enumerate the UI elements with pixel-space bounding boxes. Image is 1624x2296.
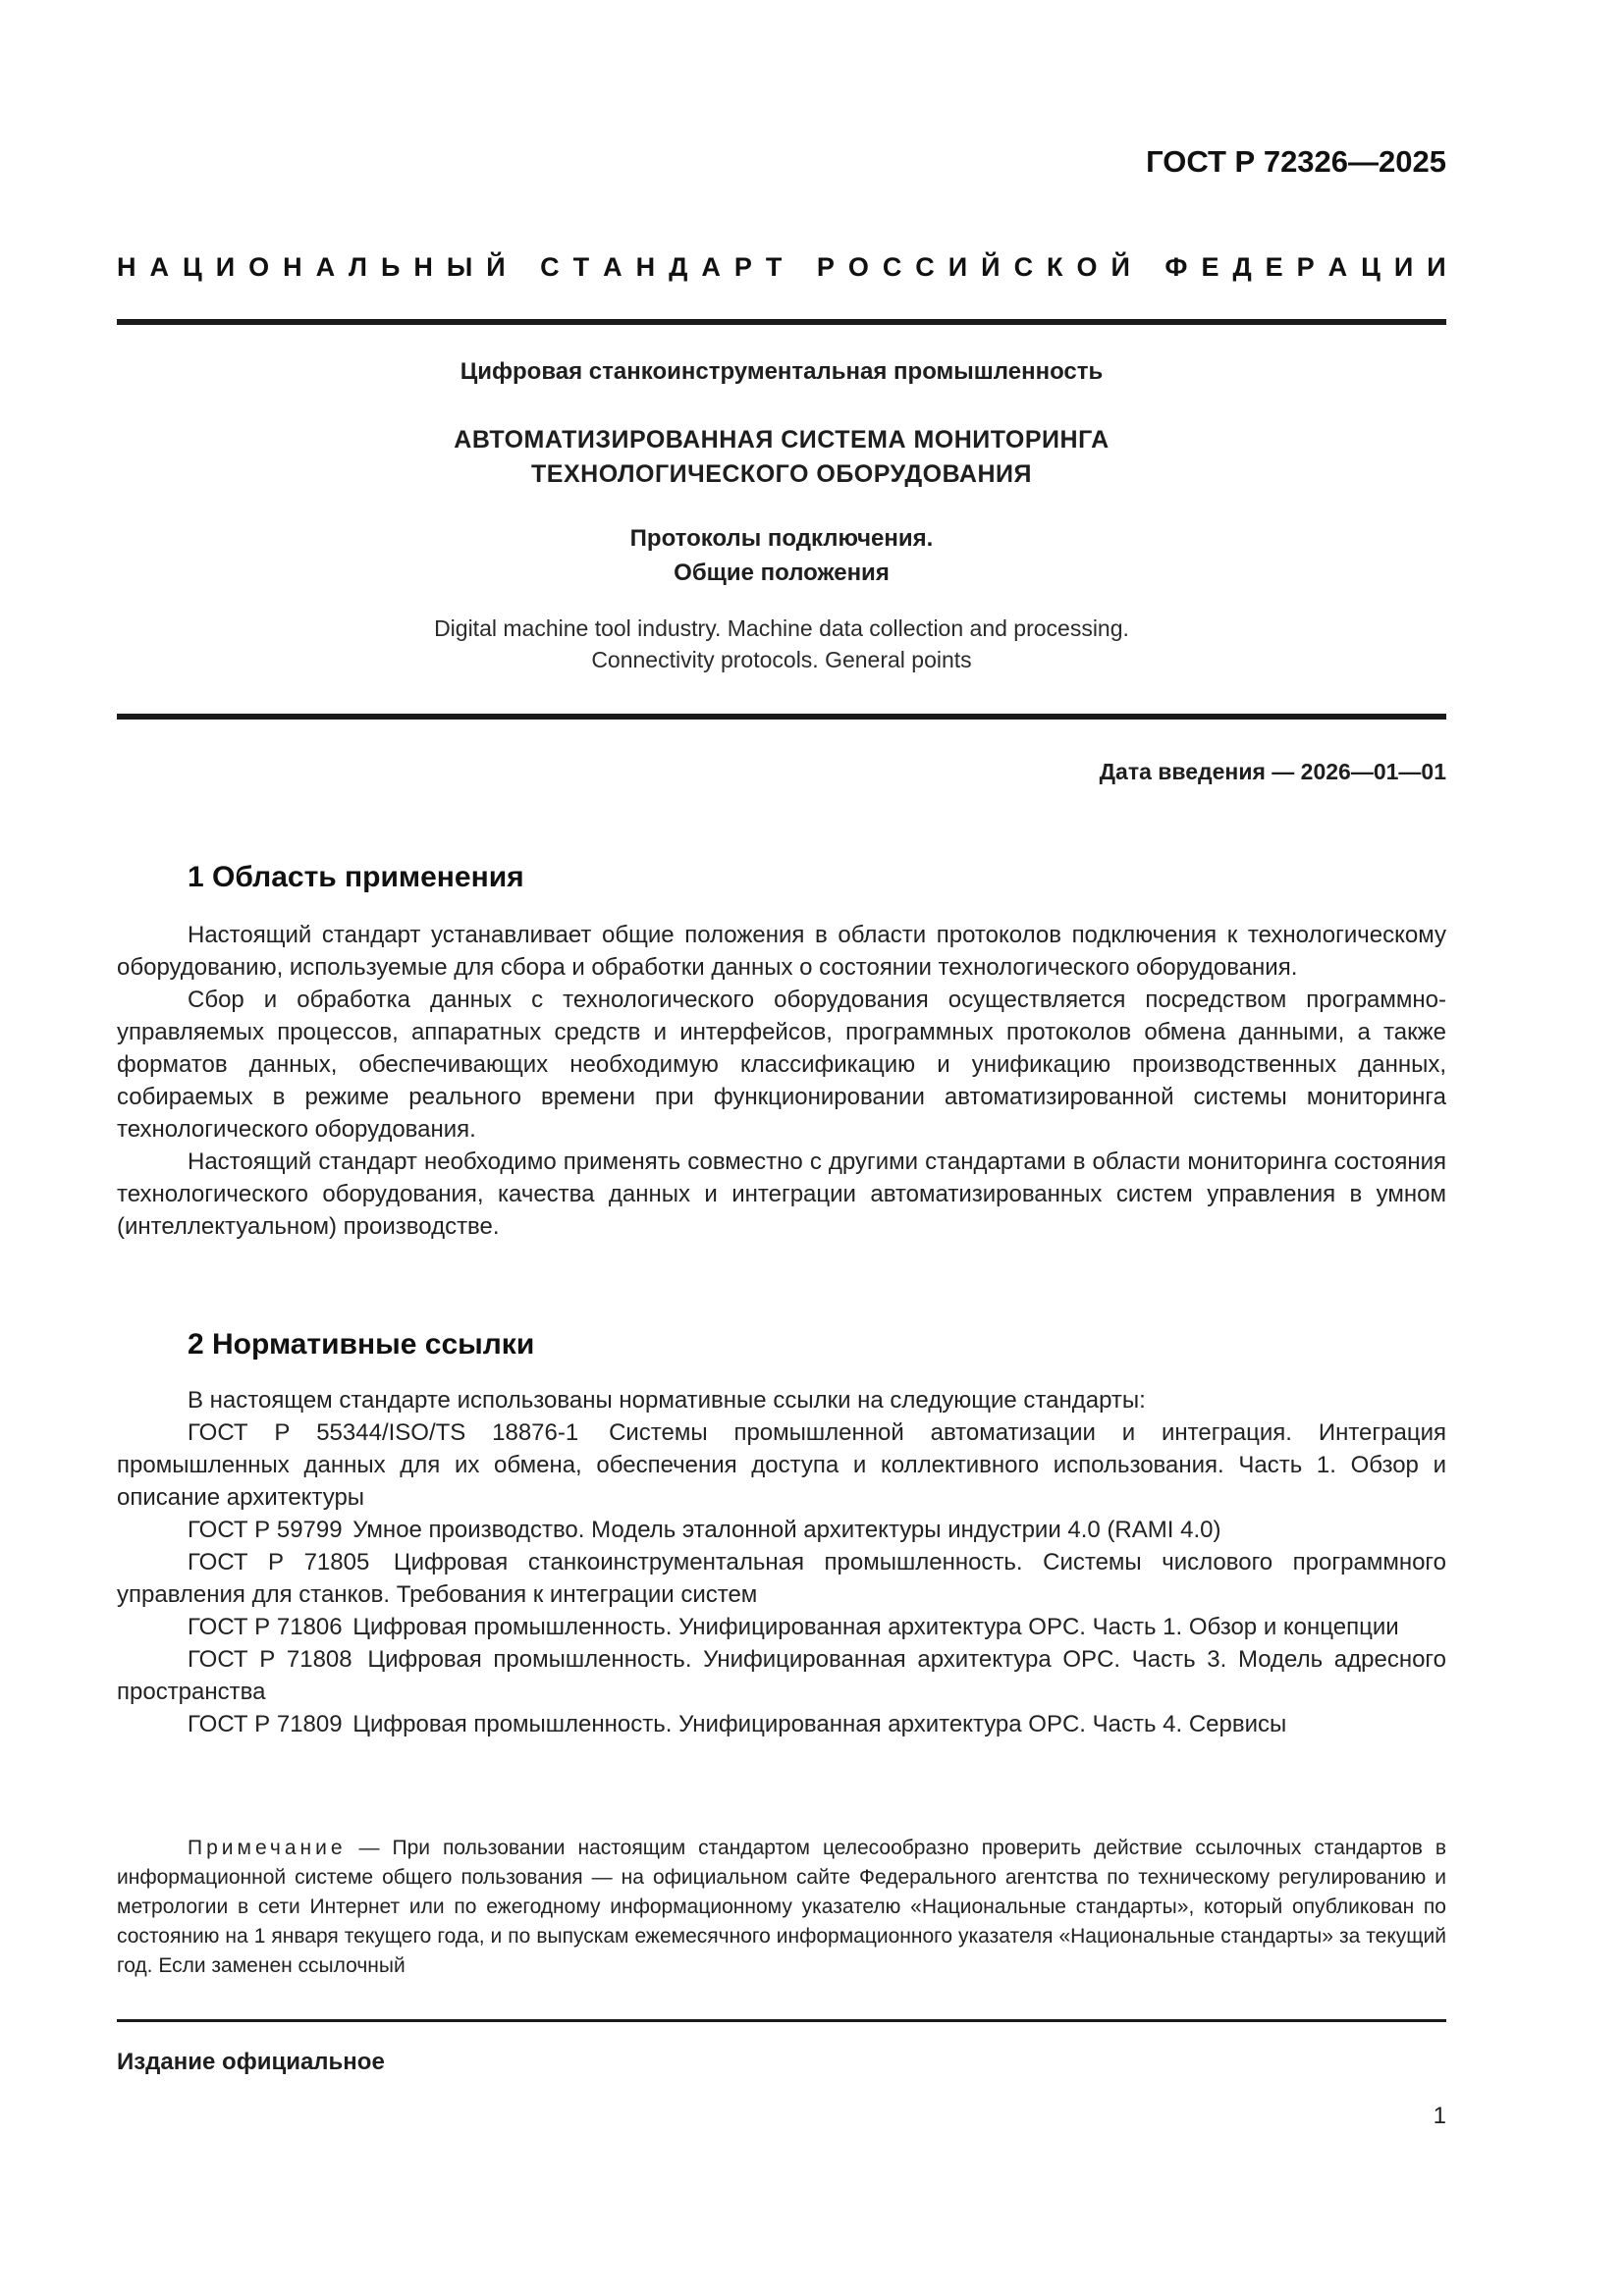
banner-letter: Л: [349, 252, 367, 282]
banner-letter: Т: [765, 252, 783, 282]
section-1-paragraph: Настоящий стандарт устанавливает общие положения в области протоколов подключения к технологическому оборудованию, используемые для сбора и обработки данных о состоянии технологического оборудования.: [117, 922, 1446, 981]
banner-letter: А: [603, 252, 623, 282]
main-title-line-2: ТЕХНОЛОГИЧЕСКОГО ОБОРУДОВАНИЯ: [531, 460, 1032, 488]
banner-letter: Н: [117, 252, 136, 282]
section-1-heading: 1 Область применения: [188, 861, 524, 893]
banner-letter: Е: [1265, 252, 1283, 282]
reference-item: [117, 1514, 1446, 1546]
subject-line: Цифровая станкоинструментальная промышленность: [460, 358, 1104, 385]
reference-code: ГОСТ Р 71805: [188, 1549, 370, 1575]
subtitle: [117, 521, 1446, 590]
reference-code: ГОСТ Р 55344/ISO/TS 18876-1: [188, 1419, 579, 1446]
section-2-body: [117, 1384, 1446, 1740]
title-block-rule: [117, 714, 1446, 720]
official-edition-label: Издание официальное: [117, 2049, 385, 2075]
document-code: ГОСТ Р 72326—2025: [1146, 144, 1446, 179]
section-2-heading: 2 Нормативные ссылки: [188, 1328, 535, 1361]
banner-letter: Д: [669, 252, 688, 282]
banner-letter: Н: [283, 252, 302, 282]
banner-letter: Р: [816, 252, 835, 282]
banner-letter: И: [1427, 252, 1446, 282]
reference-code: ГОСТ Р 59799: [188, 1517, 343, 1543]
banner-letter: А: [315, 252, 336, 282]
note-label: Примечание: [188, 1837, 347, 1859]
national-standard-banner: [117, 252, 1446, 283]
banner-letter: И: [947, 252, 968, 282]
banner-letter: Ь: [380, 252, 401, 282]
reference-title: Цифровая станкоинструментальная промышленность. Системы числового программного управления для станков. Требования к интеграции систем: [117, 1549, 1446, 1608]
banner-letter: Е: [1201, 252, 1219, 282]
references-intro: В настоящем стандарте использованы нормативные ссылки на следующие стандарты:: [188, 1387, 1146, 1414]
banner-letter: С: [915, 252, 935, 282]
banner-letter: Н: [413, 252, 433, 282]
english-title-line-2: Connectivity protocols. General points: [591, 647, 972, 672]
subtitle-line-2: Общие положения: [674, 560, 890, 586]
top-rule: [117, 319, 1446, 325]
english-title-line-1: Digital machine tool industry. Machine data collection and processing.: [434, 615, 1129, 641]
reference-title: Системы промышленной автоматизации и интеграция. Интеграция промышленных данных для их обмена, обеспечения доступа и коллективного использования. Часть 1. Обзор и описание архитектуры: [117, 1419, 1446, 1511]
subtitle-line-1: Протоколы подключения.: [629, 525, 934, 552]
banner-letter: [1144, 252, 1152, 283]
reference-code: ГОСТ Р 71808: [188, 1646, 352, 1673]
main-title-line-1: АВТОМАТИЗИРОВАННАЯ СИСТЕМА МОНИТОРИНГА: [454, 426, 1110, 454]
page-number: 1: [1433, 2103, 1446, 2129]
banner-letter: Р: [733, 252, 752, 282]
reference-item: [117, 1708, 1446, 1740]
reference-item: [117, 1643, 1446, 1708]
banner-letter: Ы: [446, 252, 473, 282]
banner-letter: С: [540, 252, 560, 282]
banner-letter: А: [149, 252, 169, 282]
banner-letter: Ф: [1164, 252, 1188, 282]
reference-code: ГОСТ Р 71806: [188, 1614, 343, 1640]
banner-letter: О: [248, 252, 270, 282]
reference-title: Цифровая промышленность. Унифицированная архитектура OPC. Часть 4. Сервисы: [352, 1711, 1287, 1737]
banner-letter: О: [847, 252, 869, 282]
reference-title: Умное производство. Модель эталонной архитектуры индустрии 4.0 (RAMI 4.0): [352, 1517, 1221, 1543]
reference-title: Цифровая промышленность. Унифицированная архитектура OPC. Часть 1. Обзор и концепции: [352, 1614, 1399, 1640]
banner-letter: Д: [1232, 252, 1252, 282]
banner-letter: С: [882, 252, 902, 282]
banner-letter: Ц: [182, 252, 202, 282]
section-1-body: [117, 919, 1446, 1243]
banner-letter: Й: [981, 252, 1001, 282]
reference-item: [117, 1416, 1446, 1514]
reference-item: [117, 1611, 1446, 1643]
reference-item: [117, 1546, 1446, 1611]
banner-letter: А: [701, 252, 721, 282]
banner-letter: И: [1393, 252, 1414, 282]
banner-letter: Й: [486, 252, 506, 282]
banner-letter: Ц: [1361, 252, 1380, 282]
banner-letter: Р: [1296, 252, 1315, 282]
section-1-paragraph: Настоящий стандарт необходимо применять совместно с другими стандартами в области мониторинга состояния технологического оборудования, качества данных и интеграции автоматизированных систем управления в умном (интеллектуальном) производстве.: [117, 1148, 1446, 1240]
footer-rule: [117, 2019, 1446, 2022]
banner-letter: К: [1047, 252, 1063, 282]
banner-letter: О: [1076, 252, 1098, 282]
reference-code: ГОСТ Р 71809: [188, 1711, 343, 1737]
note-text: — При пользовании настоящим стандартом целесообразно проверить действие ссылочных стандартов в информационной системе общего пользования — на официальном сайте Федерального агентства по техническому регулированию и метрологии в сети Интернет или по ежегодному информационному указателю «Национальные стандарты», который опубликован по состоянию на 1 января текущего года, и по выпускам ежемесячного информационного указателя «Национальные стандарты» за текущий год. Если заменен ссылочный: [117, 1837, 1446, 1977]
section-1-paragraph: Сбор и обработка данных с технологического оборудования осуществляется посредством программно-управляемых процессов, аппаратных средств и интерфейсов, программных протоколов обмена данными, а также форматов данных, обеспечивающих необходимую классификацию и унификацию производственных данных, собираемых в режиме реального времени при функционировании автоматизированной системы мониторинга технологического оборудования.: [117, 987, 1446, 1143]
reference-title: Цифровая промышленность. Унифицированная архитектура OPC. Часть 3. Модель адресного пространства: [117, 1646, 1447, 1705]
banner-letter: А: [1327, 252, 1348, 282]
banner-letter: Т: [572, 252, 590, 282]
references-note: [117, 1834, 1446, 1981]
banner-letter: Н: [635, 252, 656, 282]
introduction-date: Дата введения — 2026—01—01: [1099, 759, 1446, 784]
banner-letter: Й: [1110, 252, 1130, 282]
banner-letter: [519, 252, 527, 283]
banner-letter: С: [1013, 252, 1034, 282]
english-title: [117, 613, 1446, 675]
main-title: [117, 423, 1446, 492]
banner-letter: И: [215, 252, 236, 282]
banner-letter: [795, 252, 803, 283]
